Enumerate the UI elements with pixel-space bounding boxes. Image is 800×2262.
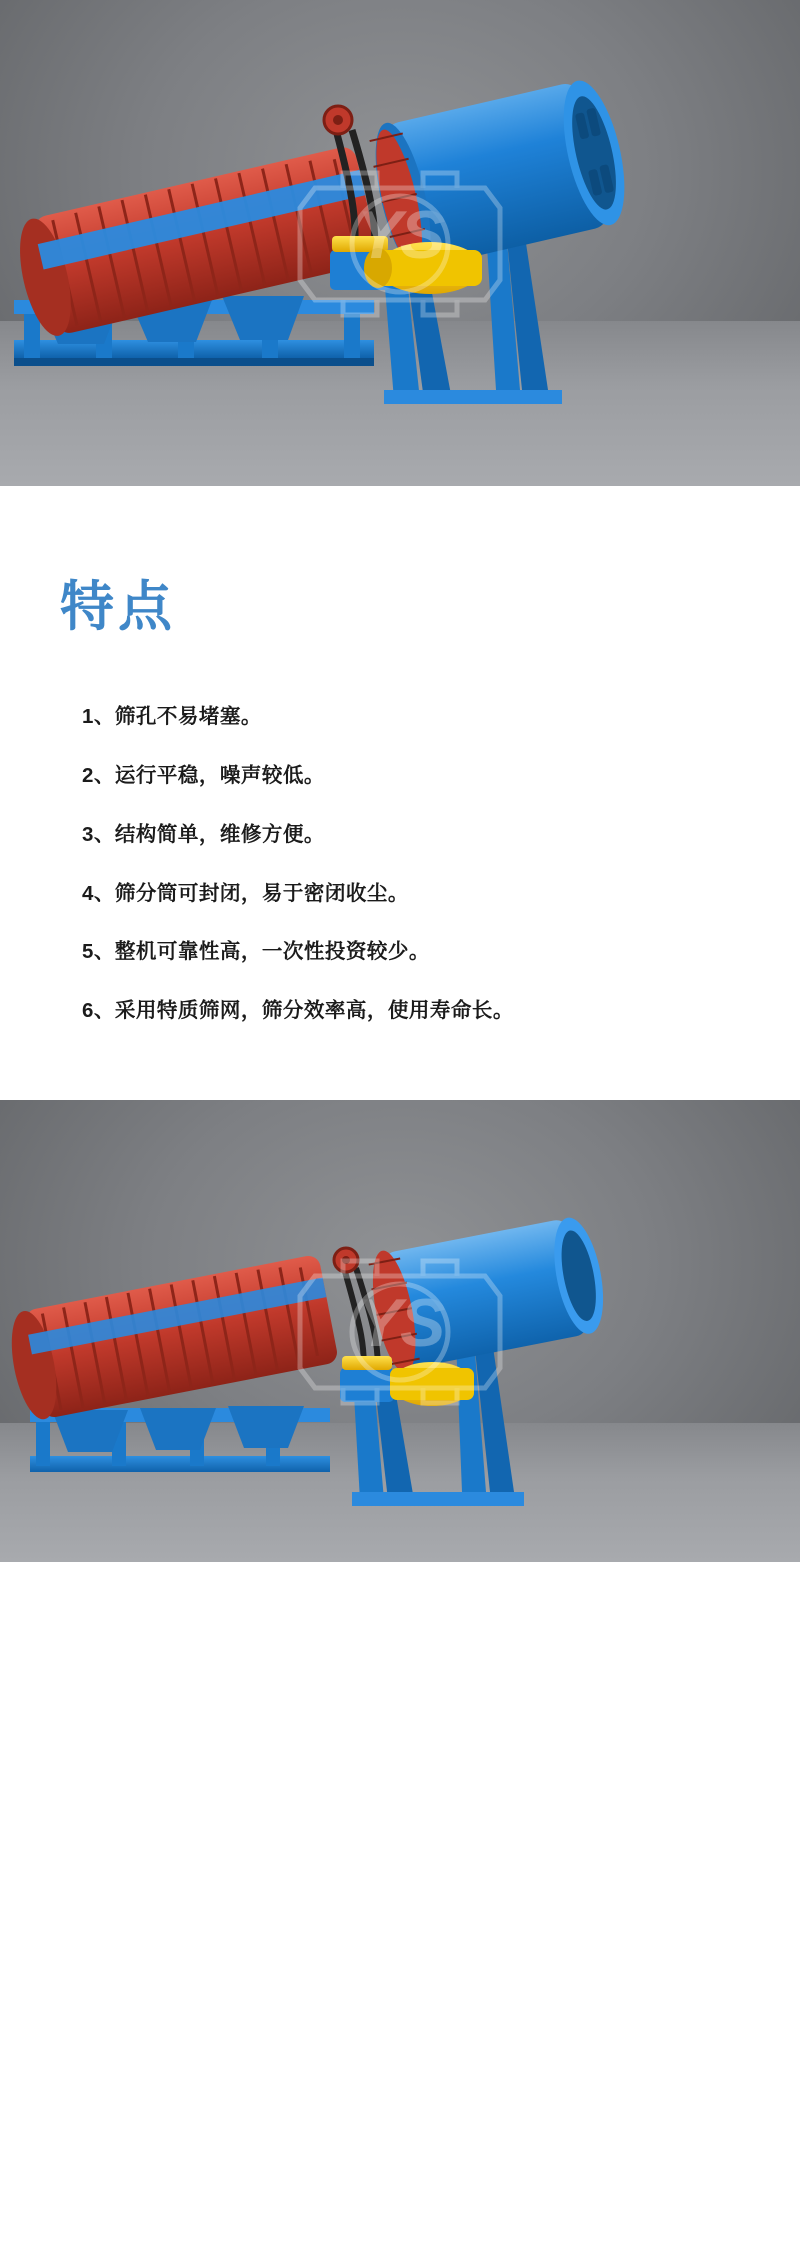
features-title: 特点	[60, 577, 176, 637]
trommel-screen-illustration-side	[0, 1100, 800, 1562]
feature-item: 6、采用特质筛网，筛分效率高，使用寿命长。	[82, 999, 514, 1023]
watermark-text: YS	[356, 1285, 444, 1361]
feature-item: 2、运行平稳，噪声较低。	[82, 764, 325, 788]
features-list	[56, 701, 744, 1027]
feature-item: 1、筛孔不易堵塞。	[82, 705, 262, 729]
watermark-text: YS	[356, 197, 444, 273]
feature-item: 4、筛分筒可封闭，易于密闭收尘。	[82, 881, 409, 905]
feature-item: 5、整机可靠性高，一次性投资较少。	[82, 940, 430, 964]
top-product-image	[0, 0, 800, 486]
feature-item: 3、结构简单，维修方便。	[82, 822, 325, 846]
trommel-screen-illustration	[0, 0, 800, 486]
bottom-product-image	[0, 1100, 800, 1562]
features-section	[0, 486, 800, 1100]
